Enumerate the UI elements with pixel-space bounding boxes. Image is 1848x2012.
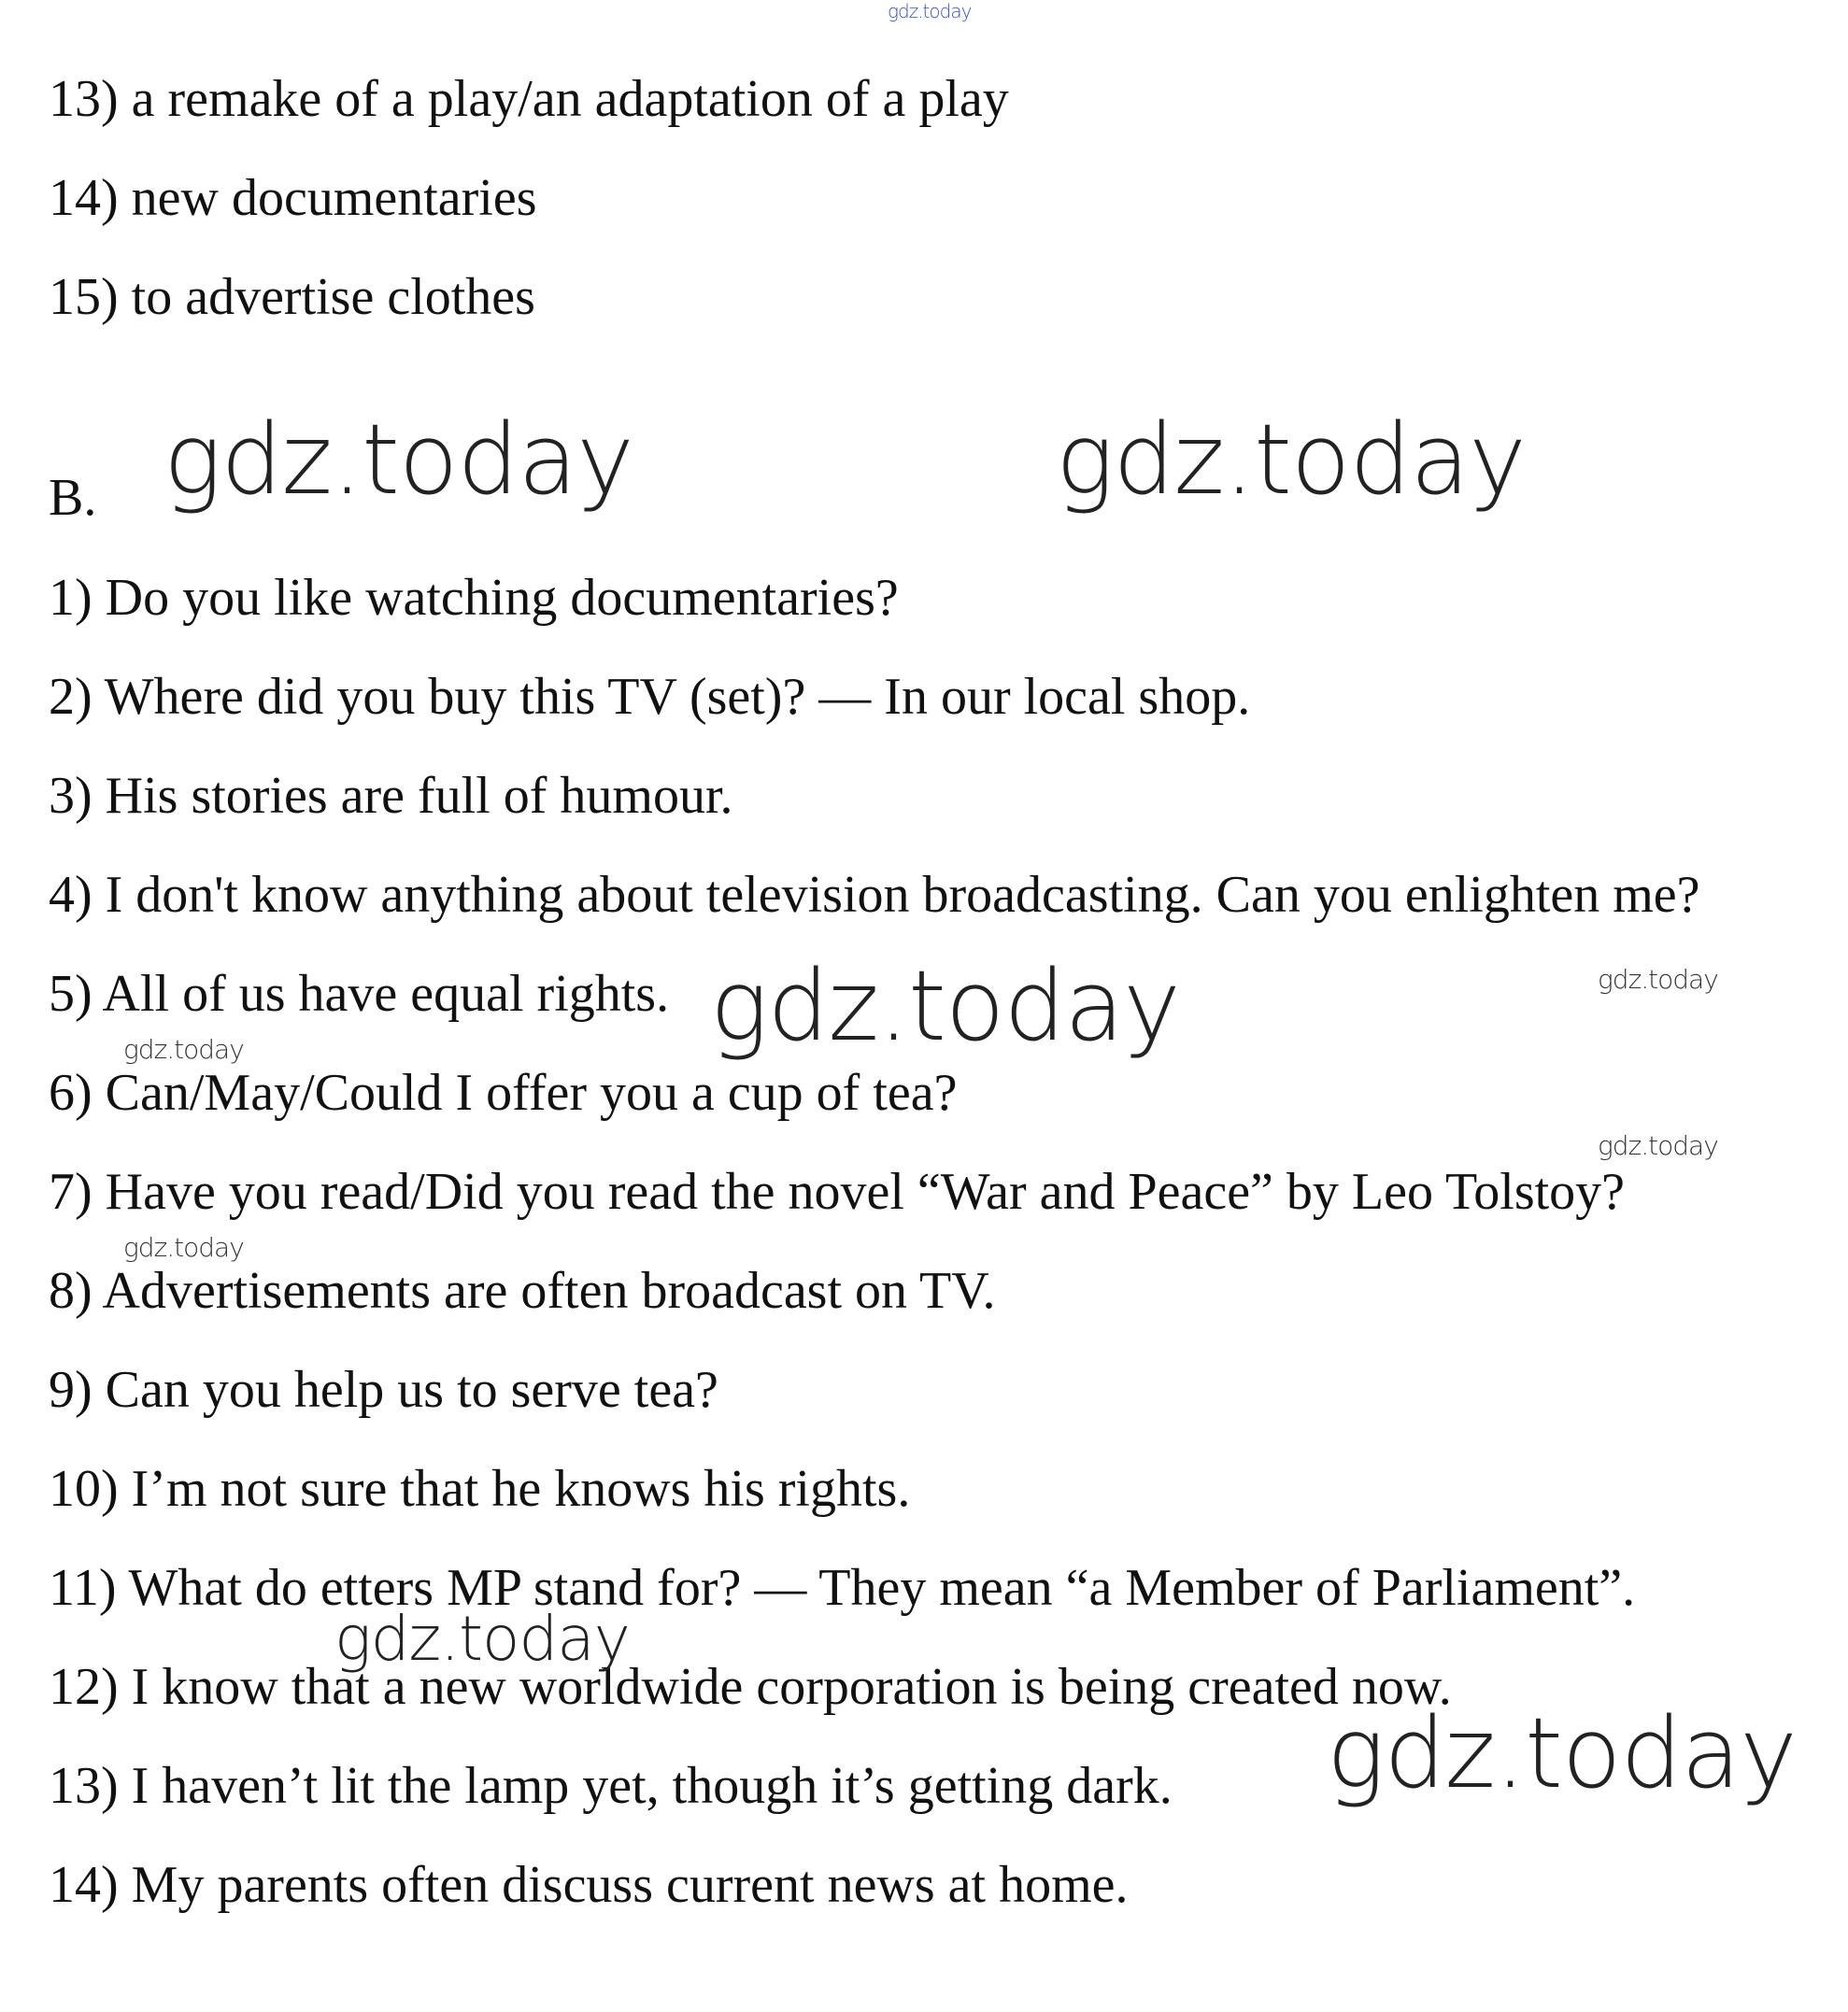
answer-b-14: 14) My parents often discuss current news at home. (49, 1856, 1129, 1914)
answer-b-4: 4) I don't know anything about television broadcasting. Can you enlighten me? (49, 866, 1700, 924)
answer-b-6: 6) Can/May/Could I offer you a cup of tea? (49, 1064, 958, 1122)
answer-b-2: 2) Where did you buy this TV (set)? — In our local shop. (49, 668, 1251, 726)
answer-b-1: 1) Do you like watching documentaries? (49, 569, 899, 627)
watermark-large-1: gdz.today (163, 403, 633, 517)
watermark-large-2: gdz.today (1056, 403, 1526, 517)
answer-b-12: 12) I know that a new worldwide corporation is being created now. (49, 1658, 1452, 1716)
answer-b-7: 7) Have you read/Did you read the novel “War and Peace” by Leo Tolstoy? (49, 1163, 1626, 1221)
answer-b-3: 3) His stories are full of humour. (49, 767, 733, 825)
watermark-medium-1: gdz.today (334, 1603, 630, 1675)
answer-b-11: 11) What do etters MP stand for? — They mean “a Member of Parliament”. (49, 1559, 1636, 1617)
watermark-small-4: gdz.today (123, 1232, 244, 1263)
answer-b-13: 13) I haven’t lit the lamp yet, though it’s getting dark. (49, 1757, 1173, 1815)
watermark-large-4: gdz.today (1327, 1696, 1797, 1810)
answer-b-10: 10) I’m not sure that he knows his rights. (49, 1460, 911, 1518)
watermark-small-2: gdz.today (123, 1034, 244, 1065)
answer-a-15: 15) to advertise clothes (49, 268, 535, 326)
watermark-small-3: gdz.today (1598, 1130, 1718, 1161)
answer-b-8: 8) Advertisements are often broadcast on TV. (49, 1262, 996, 1320)
watermark-small-1: gdz.today (1598, 964, 1718, 995)
answer-a-13: 13) a remake of a play/an adaptation of a play (49, 70, 1009, 128)
answer-b-5: 5) All of us have equal rights. (49, 965, 670, 1023)
section-b-label: B. (49, 469, 97, 527)
watermark-large-3: gdz.today (710, 949, 1180, 1063)
answer-b-9: 9) Can you help us to serve tea? (49, 1361, 718, 1419)
watermark-top: gdz.today (888, 0, 972, 22)
answer-a-14: 14) new documentaries (49, 169, 537, 227)
